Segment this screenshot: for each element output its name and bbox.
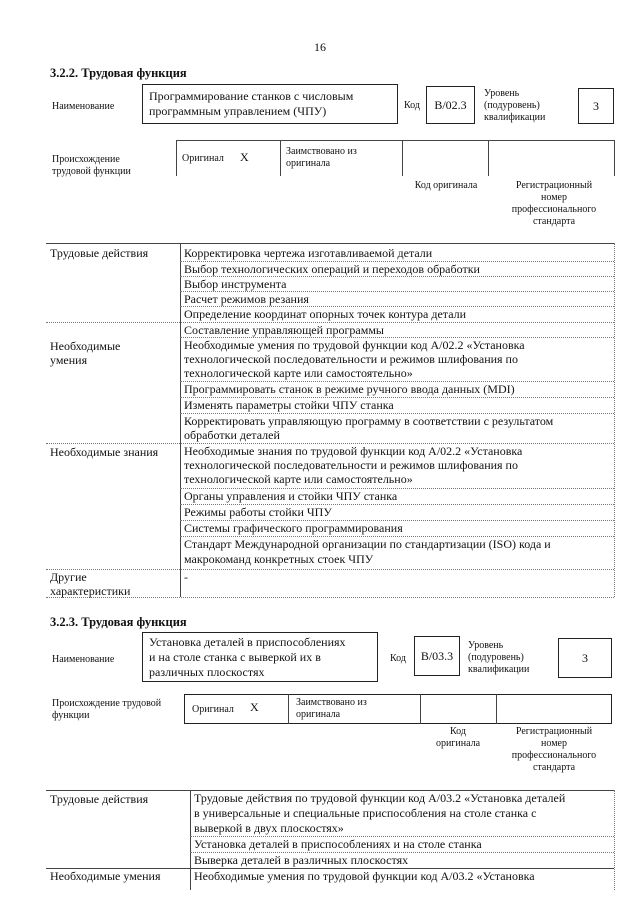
knowledge-item-line: Стандарт Международной организации по стандартизации (ISO) кода и [184, 537, 551, 551]
original-mark: X [250, 700, 259, 714]
borrowed-label-line: оригинала [296, 709, 341, 720]
origin-label [52, 698, 161, 722]
code-original-label [420, 726, 496, 750]
code-original-line: Код [450, 726, 466, 737]
reg-label-line: профессионального [511, 204, 597, 215]
action-item-line: в универсальные и специальные приспособления на столе станка с [194, 806, 537, 820]
level-label-line: Уровень [468, 640, 504, 651]
original-label: Оригинал [192, 704, 234, 715]
level-value: 3 [582, 651, 588, 665]
original-label: Оригинал [182, 153, 224, 164]
level-label-line: (подуровень) [484, 100, 540, 111]
function-name-box [142, 632, 378, 682]
action-item: Установка деталей в приспособлениях и на столе станка [194, 837, 482, 851]
actions-label: Трудовые действия [50, 792, 149, 806]
level-value: 3 [593, 99, 599, 113]
knowledge-item: Системы графического программирования [184, 521, 403, 535]
code-label: Код [390, 653, 406, 664]
other-value: - [184, 570, 188, 584]
registration-number-label [492, 180, 616, 228]
code-box [426, 86, 475, 124]
skill-item-line: Необходимые умения по трудовой функции код A/03.2 «Установка [194, 869, 535, 883]
knowledge-item-line: технологической карте или самостоятельно» [184, 472, 413, 486]
function-name-line: программным управлением (ЧПУ) [149, 104, 327, 118]
level-label-line: (подуровень) [468, 652, 524, 663]
level-box [578, 88, 614, 124]
other-label [50, 570, 130, 598]
action-item: Корректировка чертежа изготавливаемой детали [184, 246, 433, 260]
code-value: B/03.3 [420, 649, 454, 663]
section-title: 3.2.2. Трудовая функция [50, 66, 187, 80]
knowledge-item-line: технологической последовательности и режимов шлифования по [184, 458, 518, 472]
borrowed-label [296, 697, 367, 721]
section-title: 3.2.3. Трудовая функция [50, 615, 187, 629]
skills-label: Необходимые умения [50, 869, 161, 883]
original-mark: X [240, 150, 249, 164]
origin-label-line: функции [52, 710, 90, 721]
skill-item: Программировать станок в режиме ручного ввода данных (MDI) [184, 382, 515, 396]
function-name-line: Программирование станков с числовым [149, 89, 354, 103]
skill-item-line: технологической карте или самостоятельно» [184, 366, 413, 380]
action-item: Расчет режимов резания [184, 292, 309, 306]
page-number: 16 [314, 40, 326, 54]
borrowed-label-line: Заимствовано из [296, 697, 367, 708]
skill-item-line: технологической последовательности и режимов шлифования по [184, 352, 518, 366]
name-label: Наименование [52, 654, 115, 665]
code-original-label: Код оригинала [414, 180, 478, 191]
origin-label-line: Происхождение трудовой [52, 698, 162, 709]
level-label-line: квалификации [484, 112, 546, 123]
registration-number-label [496, 726, 612, 774]
function-name-line: Установка деталей в приспособлениях [149, 635, 346, 649]
origin-box [184, 694, 612, 724]
function-name-box [142, 84, 398, 124]
skills-label [50, 339, 120, 367]
borrowed-label-line: Заимствовано из [286, 146, 357, 157]
level-label-line: Уровень [484, 88, 520, 99]
origin-label-line: Происхождение [52, 154, 120, 165]
action-item: Выверка деталей в различных плоскостях [194, 853, 409, 867]
reg-label-line: номер [541, 738, 567, 749]
skill-item-line: Корректировать управляющую программу в соответствии с результатом [184, 414, 554, 428]
knowledge-item-line: макрокоманд конкретных стоек ЧПУ [184, 552, 374, 566]
skills-label-line: умения [50, 353, 88, 367]
skill-item: Составление управляющей программы [184, 323, 384, 337]
skill-item-line: Необходимые умения по трудовой функции код A/02.2 «Установка [184, 338, 525, 352]
skill-item: Изменять параметры стойки ЧПУ станка [184, 398, 394, 412]
knowledge-item: Режимы работы стойки ЧПУ [184, 505, 332, 519]
code-original-line: оригинала [435, 738, 481, 749]
knowledge-label: Необходимые знания [50, 445, 159, 459]
reg-label-line: стандарта [532, 762, 576, 773]
level-label-line: квалификации [468, 664, 530, 675]
level-box [558, 638, 612, 678]
name-label: Наименование [52, 101, 115, 112]
code-box [414, 636, 460, 676]
level-label [468, 640, 529, 676]
reg-label-line: Регистрационный [515, 726, 593, 737]
code-label: Код [404, 100, 420, 111]
skills-label-line: Необходимые [50, 339, 121, 353]
reg-label-line: номер [541, 192, 567, 203]
other-label-line: Другие [50, 570, 87, 584]
skill-item-line: обработки деталей [184, 428, 280, 442]
code-value: B/02.3 [434, 98, 467, 112]
borrowed-label [286, 146, 357, 170]
level-label [484, 88, 545, 124]
borrowed-label-line: оригинала [286, 158, 331, 169]
reg-label-line: Регистрационный [515, 180, 593, 191]
action-item: Выбор технологических операций и переходов обработки [184, 262, 480, 276]
knowledge-item-line: Необходимые знания по трудовой функции код A/02.2 «Установка [184, 444, 523, 458]
reg-label-line: профессионального [511, 750, 597, 761]
reg-label-line: стандарта [532, 216, 576, 227]
action-item: Выбор инструмента [184, 277, 287, 291]
function-name-line: и на столе станка с выверкой их в [149, 650, 321, 664]
action-item: Определение координат опорных точек контура детали [184, 307, 467, 321]
actions-label: Трудовые действия [50, 246, 149, 260]
action-item-line: выверкой в двух плоскостях» [194, 821, 344, 835]
origin-label [52, 154, 131, 178]
other-label-line: характеристики [50, 584, 131, 598]
action-item-line: Трудовые действия по трудовой функции код A/03.2 «Установка деталей [194, 791, 566, 805]
function-name-line: различных плоскостях [149, 665, 265, 679]
origin-label-line: трудовой функции [52, 166, 131, 177]
knowledge-item: Органы управления и стойки ЧПУ станка [184, 489, 398, 503]
